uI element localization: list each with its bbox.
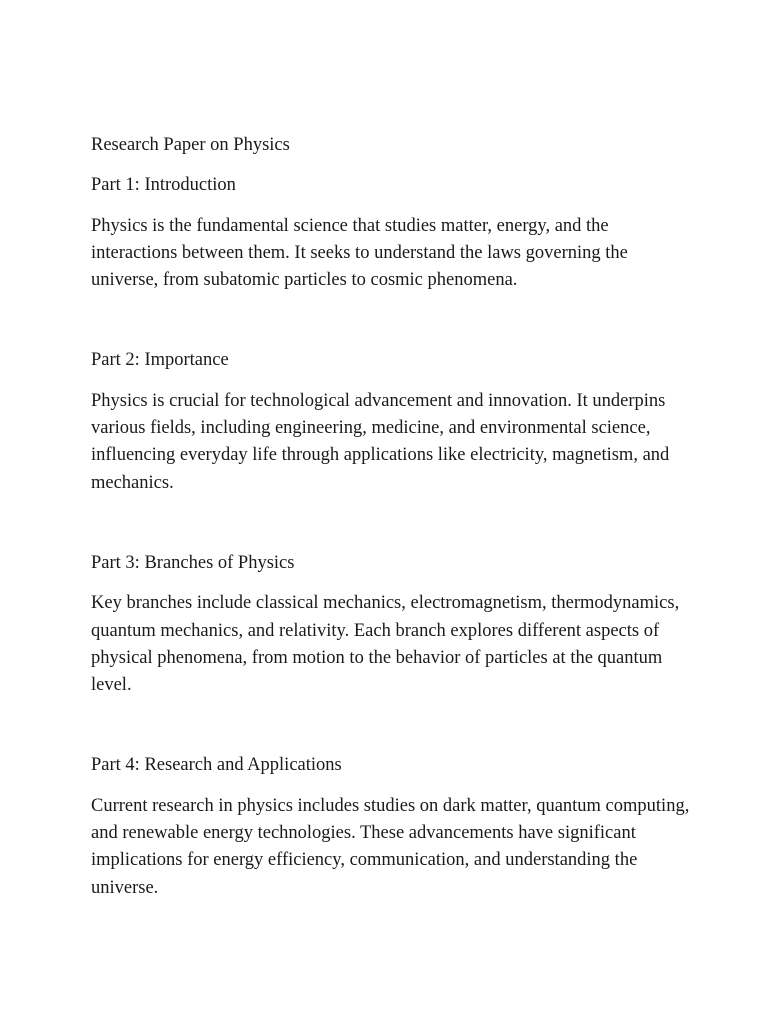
section-heading: Part 1: Introduction: [91, 175, 236, 196]
section-research-applications: [91, 752, 691, 901]
section-heading: Part 3: Branches of Physics: [91, 552, 295, 573]
section-paragraph: Physics is crucial for technological advancement and innovation. It underpins various fields, including engineering, medicine, and environmental science, influencing everyday life through applications like electricity, magnetism, and mechanics.: [91, 390, 670, 493]
document-content: [91, 132, 691, 902]
section-importance: [91, 347, 691, 496]
section-introduction: [91, 172, 691, 294]
section-heading: Part 4: Research and Applications: [91, 755, 342, 776]
section-paragraph: Current research in physics includes studies on dark matter, quantum computing, and renewable energy technologies. These advancements have significant implications for energy efficiency, communication, and understanding the universe.: [91, 795, 690, 898]
section-paragraph: Physics is the fundamental science that studies matter, energy, and the interactions between them. It seeks to understand the laws governing the universe, from subatomic particles to cosmic phenomena.: [91, 215, 628, 291]
document-title: Research Paper on Physics: [91, 135, 290, 155]
section-paragraph: Key branches include classical mechanics, electromagnetism, thermodynamics, quantum mechanics, and relativity. Each branch explores different aspects of physical phenomena, from motion to the behavior of particles at the quantum level.: [91, 593, 680, 696]
section-heading: Part 2: Importance: [91, 350, 229, 371]
section-branches: [91, 550, 691, 699]
